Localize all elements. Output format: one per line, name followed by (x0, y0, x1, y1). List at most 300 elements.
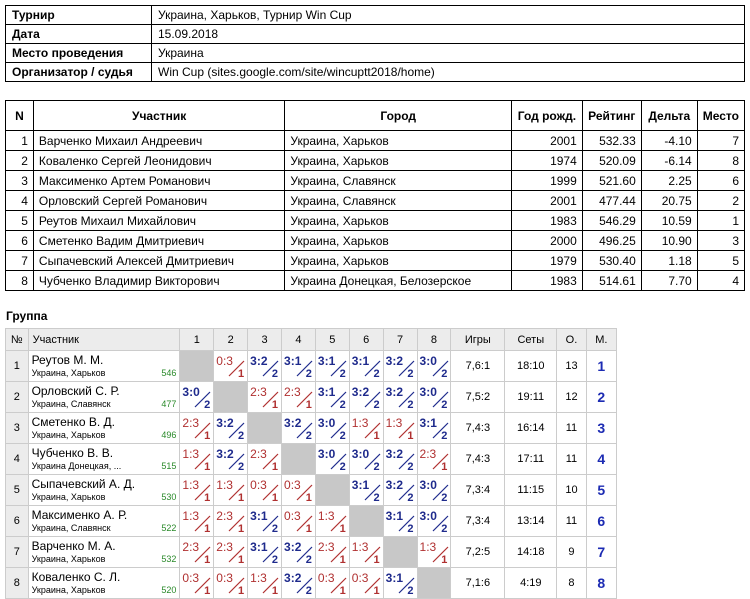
participant-delta: 10.59 (641, 211, 697, 231)
ct-header-opponent-8: 8 (417, 329, 451, 351)
tournament-info-table (5, 5, 745, 82)
ct-player-city: Украина, Славянск (31, 399, 111, 409)
participant-birth-year: 1983 (512, 211, 583, 231)
ct-match-points: 2 (407, 399, 414, 411)
ct-match-score: 3:1 (250, 509, 268, 523)
participant-rating: 530.40 (582, 251, 641, 271)
ct-player-rating: 477 (161, 399, 177, 409)
ct-match-cell (349, 475, 383, 506)
ct-header-games: Игры (451, 329, 505, 351)
participant-delta: -6.14 (641, 151, 697, 171)
participant-place: 6 (697, 171, 744, 191)
ct-match-points: 2 (373, 461, 380, 473)
ct-player (28, 444, 180, 475)
ct-sets: 11:15 (505, 475, 557, 506)
participant-delta: 7.70 (641, 271, 697, 291)
ct-match-cell (417, 444, 451, 475)
participant-name: Сыпачевский Алексей Дмитриевич (33, 251, 284, 271)
ct-match-score: 1:3 (419, 540, 437, 554)
ct-match-score: 0:3 (182, 571, 200, 585)
ct-match-score: 1:3 (216, 478, 233, 492)
ct-games: 7,3:4 (451, 506, 505, 537)
info-row (6, 44, 745, 63)
ct-games: 7,1:6 (451, 568, 505, 599)
ct-match-cell (180, 537, 214, 568)
crosstable-header-row (6, 329, 617, 351)
ct-match-score: 0:3 (250, 478, 267, 492)
ct-row (6, 537, 617, 568)
ct-player-name: Реутов М. М. (31, 353, 104, 367)
participant-name: Чубченко Владимир Викторович (33, 271, 284, 291)
participant-place: 4 (697, 271, 744, 291)
ct-match-points: 2 (305, 368, 312, 380)
ct-match-points: 2 (441, 399, 448, 411)
ct-match-score: 2:3 (216, 540, 233, 554)
ct-header-opponent-7: 7 (383, 329, 417, 351)
participant-rating: 532.33 (582, 131, 641, 151)
ct-header-num: № (6, 329, 29, 351)
ct-match-points: 2 (441, 368, 448, 380)
ct-row (6, 444, 617, 475)
ct-place: 1 (586, 351, 616, 382)
ct-match-points: 1 (271, 585, 279, 597)
ct-match-score: 3:0 (419, 509, 437, 523)
ct-points: 13 (557, 351, 586, 382)
ct-diagonal-cell (248, 413, 282, 444)
info-row (6, 25, 745, 44)
ct-match-points: 1 (373, 585, 380, 597)
ct-match-points: 2 (305, 430, 312, 442)
ct-place: 6 (586, 506, 616, 537)
ct-points: 11 (557, 413, 586, 444)
ct-row (6, 413, 617, 444)
ct-row-num: 2 (6, 382, 29, 413)
ct-match-score: 0:3 (284, 478, 301, 492)
participant-name: Сметенко Вадим Дмитриевич (33, 231, 284, 251)
ct-player-name: Сыпачевский А. Д. (31, 477, 136, 491)
ct-match-cell (214, 506, 248, 537)
ct-match-score: 3:0 (317, 416, 336, 430)
ct-games: 7,3:4 (451, 475, 505, 506)
ct-match-score: 3:2 (250, 354, 268, 368)
ct-row-num: 5 (6, 475, 29, 506)
ct-match-score: 2:3 (250, 447, 267, 461)
ct-row-num: 1 (6, 351, 29, 382)
participant-number: 2 (6, 151, 34, 171)
ct-match-cell (248, 537, 282, 568)
participant-row (6, 171, 745, 191)
info-label: Место проведения (6, 44, 152, 63)
ct-match-cell (315, 444, 349, 475)
ct-match-score: 3:2 (284, 540, 302, 554)
ct-match-points: 1 (339, 523, 346, 535)
ct-match-cell (180, 506, 214, 537)
ct-match-score: 3:2 (385, 354, 403, 368)
ct-match-score: 1:3 (182, 478, 200, 492)
participant-number: 3 (6, 171, 34, 191)
ct-match-points: 2 (305, 585, 312, 597)
ct-match-cell (349, 444, 383, 475)
ct-points: 12 (557, 382, 586, 413)
ct-diagonal-cell (383, 537, 417, 568)
participant-row (6, 151, 745, 171)
participant-birth-year: 2000 (512, 231, 583, 251)
ct-match-score: 1:3 (385, 416, 403, 430)
ct-match-points: 2 (271, 368, 279, 380)
ct-player-name: Коваленко С. Л. (31, 570, 121, 584)
ct-match-score: 3:1 (385, 571, 403, 585)
ct-player-name: Орловский С. Р. (31, 384, 120, 398)
ct-match-points: 1 (339, 554, 346, 566)
ct-player-city: Украина, Харьков (31, 554, 106, 564)
ct-header-place: М. (586, 329, 616, 351)
ct-match-score: 3:2 (216, 416, 234, 430)
ct-match-points: 2 (238, 461, 245, 473)
ct-row-num: 7 (6, 537, 29, 568)
ct-sets: 16:14 (505, 413, 557, 444)
ct-match-points: 1 (305, 523, 312, 535)
ct-sets: 19:11 (505, 382, 557, 413)
participant-rating: 521.60 (582, 171, 641, 191)
ct-match-points: 1 (339, 585, 346, 597)
participant-delta: 10.90 (641, 231, 697, 251)
ct-diagonal-cell (180, 351, 214, 382)
ct-points: 9 (557, 537, 586, 568)
col-header-n: N (6, 101, 34, 131)
ct-match-score: 2:3 (182, 416, 200, 430)
participant-birth-year: 1974 (512, 151, 583, 171)
participant-place: 5 (697, 251, 744, 271)
participant-rating: 514.61 (582, 271, 641, 291)
ct-match-cell (417, 475, 451, 506)
ct-match-points: 2 (407, 523, 414, 535)
participant-number: 4 (6, 191, 34, 211)
ct-match-score: 3:1 (419, 416, 437, 430)
ct-match-cell (383, 506, 417, 537)
ct-match-score: 3:1 (317, 354, 336, 368)
ct-sets: 18:10 (505, 351, 557, 382)
ct-player-name: Варченко М. А. (31, 539, 116, 553)
col-header-city: Город (285, 101, 512, 131)
participant-name: Реутов Михаил Михайлович (33, 211, 284, 231)
ct-match-points: 1 (373, 554, 380, 566)
ct-match-cell (383, 351, 417, 382)
col-header-delta: Дельта (641, 101, 697, 131)
ct-match-cell (315, 506, 349, 537)
participant-birth-year: 2001 (512, 191, 583, 211)
participant-delta: 2.25 (641, 171, 697, 191)
ct-match-points: 1 (204, 554, 211, 566)
ct-match-score: 3:2 (284, 571, 302, 585)
participant-row (6, 191, 745, 211)
ct-games: 7,5:2 (451, 382, 505, 413)
ct-match-score: 2:3 (182, 540, 200, 554)
ct-match-points: 2 (271, 523, 279, 535)
ct-match-score: 3:2 (284, 416, 302, 430)
ct-row-num: 4 (6, 444, 29, 475)
ct-match-cell (282, 382, 316, 413)
ct-header-opponent-5: 5 (315, 329, 349, 351)
ct-match-score: 0:3 (351, 571, 369, 585)
ct-header-opponent-4: 4 (282, 329, 316, 351)
participant-rating: 496.25 (582, 231, 641, 251)
ct-match-cell (349, 382, 383, 413)
participant-place: 2 (697, 191, 744, 211)
participant-name: Варченко Михаил Андреевич (33, 131, 284, 151)
ct-match-points: 1 (305, 399, 312, 411)
ct-match-points: 2 (373, 399, 380, 411)
ct-match-cell (417, 382, 451, 413)
ct-sets: 4:19 (505, 568, 557, 599)
ct-player-rating: 496 (161, 430, 177, 440)
ct-match-cell (180, 382, 214, 413)
participant-row (6, 251, 745, 271)
participant-row (6, 211, 745, 231)
ct-match-cell (417, 537, 451, 568)
ct-match-score: 3:2 (216, 447, 234, 461)
info-label: Организатор / судья (6, 63, 152, 82)
ct-match-score: 1:3 (182, 509, 200, 523)
ct-player-city: Украина, Харьков (31, 492, 106, 502)
ct-row (6, 506, 617, 537)
ct-match-points: 2 (441, 523, 448, 535)
col-header-participant: Участник (33, 101, 284, 131)
ct-place: 2 (586, 382, 616, 413)
ct-match-cell (248, 506, 282, 537)
ct-match-points: 1 (407, 430, 414, 442)
ct-match-cell (248, 351, 282, 382)
ct-player-rating: 520 (161, 585, 177, 595)
ct-match-points: 2 (305, 554, 312, 566)
ct-player (28, 382, 180, 413)
ct-player (28, 475, 180, 506)
ct-match-points: 2 (271, 554, 279, 566)
ct-match-cell (315, 537, 349, 568)
col-header-birth-year: Год рожд. (512, 101, 583, 131)
ct-player-rating: 546 (161, 368, 177, 378)
ct-points: 8 (557, 568, 586, 599)
participant-city: Украина, Харьков (285, 231, 512, 251)
participant-name: Максименко Артем Романович (33, 171, 284, 191)
participants-table (5, 100, 745, 291)
ct-player-rating: 530 (161, 492, 177, 502)
ct-match-points: 2 (339, 368, 346, 380)
participant-city: Украина, Славянск (285, 171, 512, 191)
participant-number: 5 (6, 211, 34, 231)
ct-header-opponent-2: 2 (214, 329, 248, 351)
participant-city: Украина, Харьков (285, 131, 512, 151)
info-label: Дата (6, 25, 152, 44)
ct-match-points: 1 (238, 523, 245, 535)
ct-match-score: 0:3 (216, 571, 233, 585)
participant-number: 7 (6, 251, 34, 271)
ct-match-points: 2 (441, 430, 448, 442)
ct-match-cell (383, 444, 417, 475)
ct-match-cell (282, 413, 316, 444)
ct-match-points: 1 (238, 554, 245, 566)
group-title: Группа (6, 309, 48, 323)
participant-number: 6 (6, 231, 34, 251)
ct-header-opponent-3: 3 (248, 329, 282, 351)
ct-match-points: 2 (407, 585, 414, 597)
info-value: 15.09.2018 (152, 25, 745, 44)
ct-player-rating: 532 (161, 554, 177, 564)
ct-match-cell (248, 444, 282, 475)
ct-match-cell (214, 475, 248, 506)
ct-match-points: 1 (204, 461, 211, 473)
ct-match-points: 1 (271, 399, 279, 411)
participant-city: Украина, Харьков (285, 211, 512, 231)
ct-player-rating: 522 (161, 523, 177, 533)
ct-sets: 14:18 (505, 537, 557, 568)
ct-match-points: 2 (407, 461, 414, 473)
ct-match-points: 2 (339, 399, 346, 411)
ct-match-cell (383, 475, 417, 506)
participant-birth-year: 1983 (512, 271, 583, 291)
ct-diagonal-cell (349, 506, 383, 537)
ct-match-score: 3:2 (385, 385, 403, 399)
ct-player (28, 413, 180, 444)
participant-birth-year: 1999 (512, 171, 583, 191)
ct-match-points: 1 (305, 492, 312, 504)
participant-city: Украина, Славянск (285, 191, 512, 211)
ct-match-cell (383, 382, 417, 413)
ct-match-points: 2 (373, 492, 380, 504)
info-row (6, 6, 745, 25)
participant-name: Коваленко Сергей Леонидович (33, 151, 284, 171)
info-value: Украина (152, 44, 745, 63)
participant-place: 3 (697, 231, 744, 251)
ct-player-name: Максименко А. Р. (31, 508, 128, 522)
participant-number: 1 (6, 131, 34, 151)
ct-match-score: 1:3 (351, 416, 369, 430)
ct-match-score: 1:3 (250, 571, 267, 585)
ct-match-score: 2:3 (216, 509, 233, 523)
ct-match-cell (315, 382, 349, 413)
ct-points: 11 (557, 444, 586, 475)
ct-match-score: 1:3 (317, 509, 335, 523)
ct-player-name: Сметенко В. Д. (31, 415, 115, 429)
ct-match-cell (349, 413, 383, 444)
ct-match-points: 1 (238, 368, 245, 380)
ct-match-score: 3:2 (385, 447, 403, 461)
ct-diagonal-cell (214, 382, 248, 413)
ct-match-points: 1 (204, 585, 211, 597)
ct-match-cell (180, 444, 214, 475)
group-crosstable (5, 328, 617, 599)
ct-match-score: 3:1 (284, 354, 302, 368)
ct-match-points: 1 (204, 492, 211, 504)
ct-match-cell (180, 475, 214, 506)
ct-match-points: 2 (339, 461, 346, 473)
ct-match-points: 2 (204, 399, 211, 411)
info-value: Win Cup (sites.google.com/site/wincuptt2018/home) (152, 63, 745, 82)
ct-match-score: 1:3 (182, 447, 200, 461)
info-label: Турнир (6, 6, 152, 25)
participant-birth-year: 2001 (512, 131, 583, 151)
ct-match-points: 1 (271, 461, 279, 473)
ct-player-city: Украина, Харьков (31, 430, 106, 440)
ct-row-num: 8 (6, 568, 29, 599)
ct-match-score: 2:3 (284, 385, 301, 399)
col-header-place: Место (697, 101, 744, 131)
participant-city: Украина, Харьков (285, 151, 512, 171)
ct-place: 8 (586, 568, 616, 599)
ct-header-opponent-6: 6 (349, 329, 383, 351)
ct-row (6, 475, 617, 506)
participant-row (6, 271, 745, 291)
ct-match-points: 1 (204, 523, 211, 535)
ct-match-cell (282, 506, 316, 537)
ct-header-points: О. (557, 329, 586, 351)
ct-match-points: 2 (339, 430, 346, 442)
ct-match-score: 2:3 (419, 447, 437, 461)
ct-player-rating: 515 (161, 461, 177, 471)
ct-player-city: Украина, Славянск (31, 523, 111, 533)
ct-match-score: 3:0 (419, 478, 437, 492)
participants-header-row (6, 101, 745, 131)
ct-match-score: 3:1 (385, 509, 403, 523)
ct-match-points: 2 (407, 492, 414, 504)
ct-match-points: 1 (238, 585, 245, 597)
info-value: Украина, Харьков, Турнир Win Cup (152, 6, 745, 25)
ct-points: 11 (557, 506, 586, 537)
ct-place: 7 (586, 537, 616, 568)
ct-match-score: 2:3 (250, 385, 267, 399)
ct-match-score: 0:3 (216, 354, 233, 368)
ct-match-score: 3:0 (419, 354, 437, 368)
ct-match-score: 2:3 (317, 540, 335, 554)
ct-match-cell (214, 413, 248, 444)
ct-row-num: 6 (6, 506, 29, 537)
ct-place: 3 (586, 413, 616, 444)
ct-points: 10 (557, 475, 586, 506)
participant-delta: 20.75 (641, 191, 697, 211)
participant-birth-year: 1979 (512, 251, 583, 271)
ct-match-cell (417, 506, 451, 537)
ct-match-cell (214, 444, 248, 475)
participant-name: Орловский Сергей Романович (33, 191, 284, 211)
ct-match-cell (282, 351, 316, 382)
ct-match-points: 2 (373, 368, 380, 380)
participant-place: 8 (697, 151, 744, 171)
ct-match-score: 0:3 (284, 509, 301, 523)
ct-match-cell (315, 351, 349, 382)
ct-match-cell (417, 413, 451, 444)
participant-rating: 520.09 (582, 151, 641, 171)
ct-match-points: 1 (373, 430, 380, 442)
ct-match-score: 3:1 (317, 385, 336, 399)
participant-row (6, 131, 745, 151)
ct-match-cell (248, 475, 282, 506)
ct-match-cell (248, 382, 282, 413)
ct-match-score: 3:0 (351, 447, 370, 461)
ct-match-points: 2 (238, 430, 245, 442)
info-row (6, 63, 745, 82)
participant-rating: 546.29 (582, 211, 641, 231)
ct-player (28, 537, 180, 568)
ct-place: 5 (586, 475, 616, 506)
ct-player (28, 351, 180, 382)
participant-city: Украина Донецкая, Белозерское (285, 271, 512, 291)
participant-rating: 477.44 (582, 191, 641, 211)
ct-games: 7,4:3 (451, 444, 505, 475)
ct-row (6, 382, 617, 413)
ct-diagonal-cell (315, 475, 349, 506)
ct-match-points: 1 (271, 492, 279, 504)
ct-diagonal-cell (282, 444, 316, 475)
ct-games: 7,4:3 (451, 413, 505, 444)
